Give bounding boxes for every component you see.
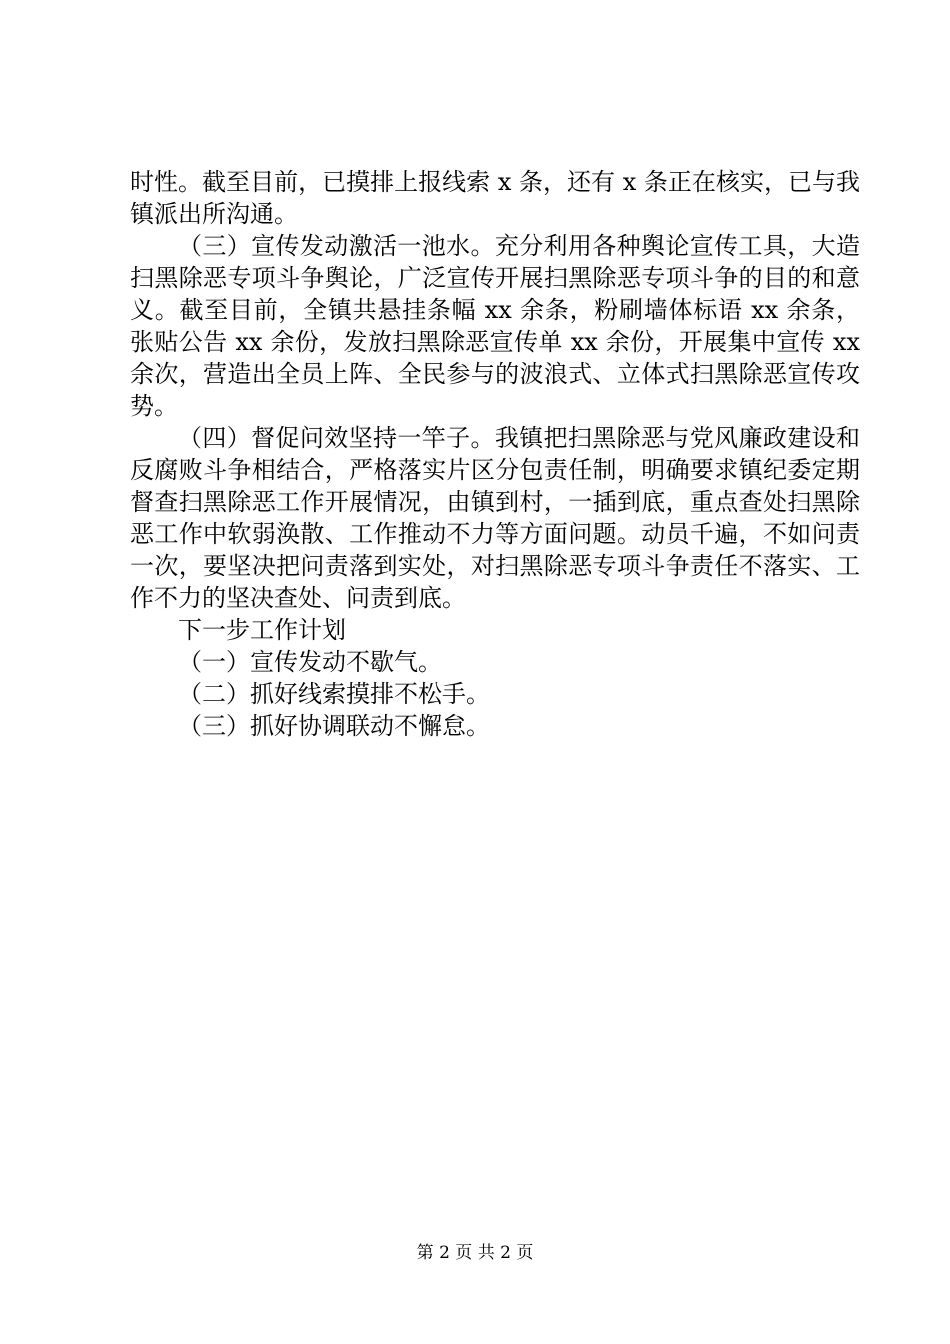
plan-item-2: （二）抓好线索摸排不松手。 xyxy=(178,680,490,708)
paragraph-supervision: （四）督促问效坚持一竿子。我镇把扫黑除恶与党风廉政建设和反腐败斗争相结合，严格落实片区分包责任制，明确要求镇纪委定期督查扫黑除恶工作开展情况，由镇到村，一插到底，重点查处扫黑除恶工作中软弱涣散、工作推动不力等方面问题。动员千遍，不如问责一次，要坚决把问责落到实处，对扫黑除恶专项斗争责任不落实、工作不力的坚决查处、问责到底。 xyxy=(130,424,860,612)
plan-item-3: （三）抓好协调联动不懈怠。 xyxy=(178,712,490,740)
page-number: 第 2 页 共 2 页 xyxy=(416,1243,534,1263)
document-body xyxy=(130,166,860,742)
next-step-heading: 下一步工作计划 xyxy=(178,616,346,644)
plan-item-1: （一）宣传发动不歇气。 xyxy=(178,648,442,676)
paragraph-continuation: 时性。截至目前，已摸排上报线索 x 条，还有 x 条正在核实，已与我镇派出所沟通。 xyxy=(130,168,860,228)
page-footer xyxy=(0,1242,950,1264)
paragraph-publicity: （三）宣传发动激活一池水。充分利用各种舆论宣传工具，大造扫黑除恶专项斗争舆论，广泛宣传开展扫黑除恶专项斗争的目的和意义。截至目前，全镇共悬挂条幅 xx 余条，粉刷墙体标语 xx 余条，张贴公告 xx 余份，发放扫黑除恶宣传单 xx 余份，开展集中宣传 xx 余次，营造出全员上阵、全民参与的波浪式、立体式扫黑除恶宣传攻势。 xyxy=(130,232,860,420)
